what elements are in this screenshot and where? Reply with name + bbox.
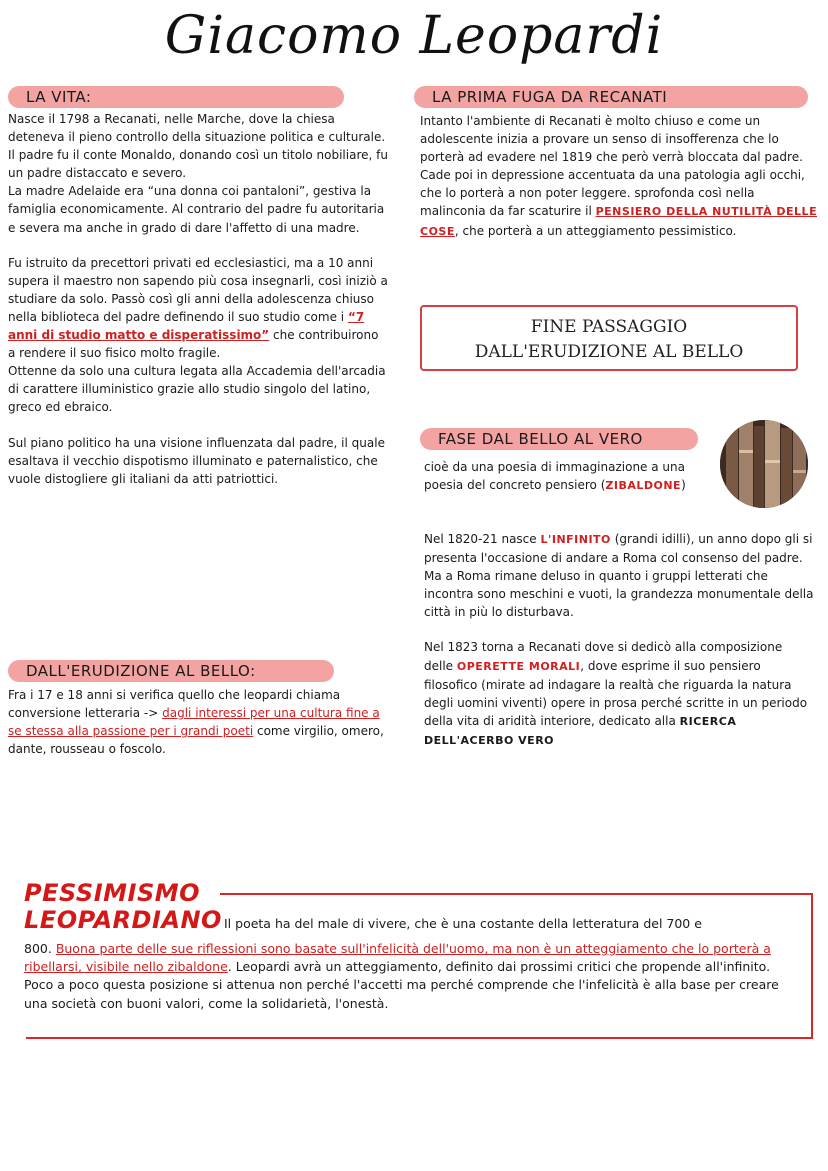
heading-fase-bello-vero: FASE DAL BELLO AL VERO bbox=[420, 428, 698, 450]
infinito-label: L'INFINITO bbox=[540, 533, 611, 546]
grandi-poeti-highlight: dagli interessi per una cultura fine a se stessa alla passione per i grandi poeti bbox=[8, 706, 380, 739]
heading-erudizione: DALL'ERUDIZIONE AL BELLO: bbox=[8, 660, 334, 682]
riflessioni-highlight: Buona parte delle sue riflessioni sono basate sull'infelicità dell'uomo, ma non è un atteggiamento che lo porterà a ribellarsi, visibile nello zibaldone bbox=[24, 941, 771, 975]
fase-intro: cioè da una poesia di immaginazione a una poesia del concreto pensiero (ZIBALDONE) bbox=[424, 460, 686, 493]
zibaldone-label: ZIBALDONE bbox=[605, 479, 682, 493]
erudizione-paragraph: Fra i 17 e 18 anni si verifica quello che leopardi chiama conversione letteraria -> dagli interessi per una cultura fine a se stessa alla passione per i grandi poeti come virgilio, omero, dante, rousseau o foscolo. bbox=[8, 688, 384, 757]
books-image bbox=[720, 420, 808, 508]
heading-prima-fuga: LA PRIMA FUGA DA RECANATI bbox=[414, 86, 808, 108]
page-title: Giacomo Leopardi bbox=[164, 6, 664, 66]
heading-la-vita: LA VITA: bbox=[8, 86, 344, 108]
section-erudizione bbox=[8, 686, 388, 758]
section-prima-fuga bbox=[420, 112, 820, 241]
books-icon bbox=[720, 420, 808, 508]
fase-paragraph: Nel 1820-21 nasce L'INFINITO (grandi idilli), un anno dopo gli si presenta l'occasione di andare a Roma col consenso del padre. Ma a Roma rimane deluso in quanto i gruppi letterati che incontra sono meschini e vuoti, la grandezza monumentale della città in più lo disturbava. bbox=[424, 532, 814, 620]
fuga-paragraph: Intanto l'ambiente di Recanati è molto chiuso e come un adolescente inizia a provare un senso di insofferenza che lo porterà ad evadere nel 1819 che però verrà bloccata dal padre. bbox=[420, 114, 803, 165]
vita-paragraph: Il padre fu il conte Monaldo, donando così un titolo nobiliare, fu un padre distaccato e severo. bbox=[8, 148, 388, 181]
vita-paragraph: La madre Adelaide era “una donna coi pantaloni”, gestiva la famiglia economicamente. Al contrario del padre fu autoritaria e severa ma anche in grado di dare l'affetto di una madre. bbox=[8, 184, 385, 235]
nutilita-highlight: PENSIERO DELLA NUTILITÀ DELLE COSE bbox=[420, 205, 818, 238]
vita-paragraph: Ottenne da solo una cultura legata alla Accademia dell'arcadia di carattere illuministico grazie allo studio singolo del latino, greco ed ebraico. bbox=[8, 364, 386, 415]
studio-matto-highlight: “7 anni di studio matto e disperatissimo” bbox=[8, 309, 365, 343]
fine-passaggio-box bbox=[420, 305, 798, 371]
section-fase bbox=[424, 530, 814, 750]
box-line-1: FINE PASSAGGIO bbox=[530, 317, 688, 337]
vita-paragraph: Sul piano politico ha una visione influenzata dal padre, il quale esaltava il vecchio dispotismo illuminato e paternalistico, che vuole distogliere gli italiani da atti patriottici. bbox=[8, 435, 385, 486]
section-la-vita bbox=[8, 110, 388, 488]
vita-paragraph: Fu istruito da precettori privati ed ecclesiastici, ma a 10 anni supera il maestro non sapendo più cosa insegnarli, così iniziò a studiare da solo. Passò così gli anni della adolescenza chiuso nella biblioteca del padre definendo il suo studio come i “7 anni di studio matto e disperatissimo” che contribuirono a rendere il suo fisico molto fragile. bbox=[8, 255, 388, 361]
fase-paragraph: Nel 1823 torna a Recanati dove si dedicò alla composizione delle OPERETTE MORALI, dove esprime il suo pensiero filosofico (mirate ad indagare la realtà che riguarda la natura degli uomini viventi) opere in prosa perché scritte in un periodo della vita di aridità interiore, dedicato alla RICERCA DELL'ACERBO VERO bbox=[424, 640, 808, 747]
pessimismo-paragraph: Poco a poco questa posizione si attenua non perché l'accetti ma perché comprende che l'infelicità è alla base per creare una società con buoni valori, come la solidarietà, l'onestà. bbox=[24, 977, 779, 1011]
fuga-paragraph: Cade poi in depressione accentuata da una patologia agli occhi, che lo porterà a non poter leggere. sprofonda così nella malinconia da far scaturire il PENSIERO DELLA NUTILITÀ DELLE COSE, che porterà a un atteggiamento pessimistico. bbox=[420, 168, 818, 238]
operette-morali-label: OPERETTE MORALI bbox=[456, 659, 581, 673]
box-line-2: DALL'ERUDIZIONE AL BELLO bbox=[474, 342, 744, 362]
pessimismo-title: PESSIMISMO LEOPARDIANO bbox=[24, 879, 222, 934]
ricerca-vero-label: RICERCA DELL'ACERBO VERO bbox=[424, 714, 737, 747]
pessimismo-first-line: Il poeta ha del male di vivere, che è una costante della letteratura del 700 e bbox=[224, 916, 702, 931]
vita-paragraph: Nasce il 1798 a Recanati, nelle Marche, dove la chiesa deteneva il pieno controllo della situazione politica e culturale. bbox=[8, 112, 386, 145]
pessimismo-body: 800. Buona parte delle sue riflessioni sono basate sull'infelicità dell'uomo, ma non è un atteggiamento che lo porterà a ribellarsi, visibile nello zibaldone. Leopardi avrà un atteggiamento, definito dai prossimi critici che propende all'infinito. Poco a poco questa posizione si attenua non perché l'accetti ma perché comprende che l'infelicità è alla base per creare una società con buoni valori, come la solidarietà, l'onestà. bbox=[24, 940, 794, 1013]
